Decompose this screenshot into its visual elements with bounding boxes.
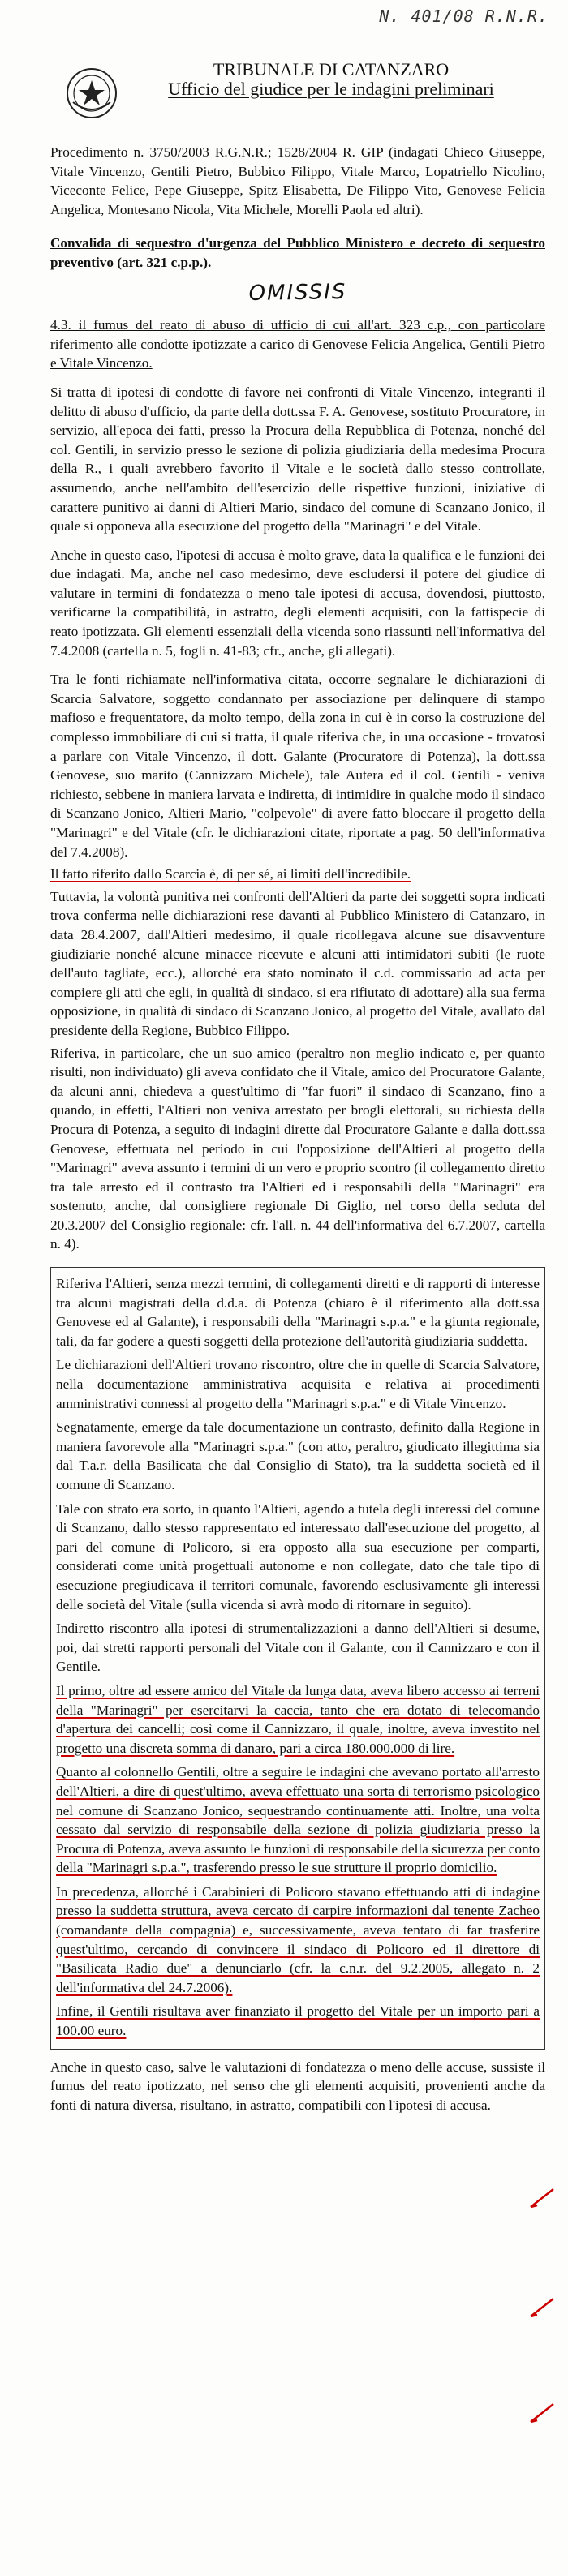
boxed-paragraph: Quanto al colonnello Gentili, oltre a seguire le indagini che avevano portato all'arresto dell'Altieri, a dire di quest'ultimo, aveva effettuato una sorta di terrorismo psicologico nel comune di Scanzano Jonico, sequestrando continuamente atti. Inoltre, una volta cessato dal servizio di responsabile della sezione di polizia giudiziaria presso la Procura di Potenza, aveva assunto le funzioni di responsabile della sicurezza per conto della "Marinagri s.p.a.", trasferendo presso le sue strutture il proprio domicilio. bbox=[56, 1764, 540, 1876]
boxed-paragraph: Il primo, oltre ad essere amico del Vitale da lunga data, aveva libero accesso ai terreni della "Marinagri" per esercitarvi la caccia, tanto che era dotato di telecomando d'apertura dei cancelli; così come il Cannizzaro, il quale, inoltre, aveva investito nel progetto una discreta somma di danaro, pari a circa 180.000.000 di lire. bbox=[56, 1682, 540, 1756]
court-header bbox=[153, 60, 510, 99]
boxed-paragraph: Indiretto riscontro alla ipotesi di strumentalizzazioni a danno dell'Altieri si desume, poi, dai stretti rapporti personali del Vitale con il Galante, con il Cannizzaro e con il Gentile. bbox=[56, 1621, 540, 1675]
paragraph: Tuttavia, la volontà punitiva nei confronti dell'Altieri da parte dei soggetti sopra indicati trova conferma nelle dichiarazioni rese davanti al Pubblico Ministero di Catanzaro, in data 28.4.2007, dall'Altieri medesimo, il quale ricollegava alcune sue disavventure giudiziarie nonché alcune minacce ricevute e alcuni atti intimidatori subiti (le ruote dell'auto tagliate, ecc.), allorché era stato nominato il c.d. commissario ad acta per compiere gli atti che egli, in qualità di sindaco, si era rifiutato di adottare) alla sua ferma opposizione, in qualità di sindaco di Scanzano Jonico, al progetto del Vitale, avallato dal presidente della Regione, Bubbico Filippo. bbox=[50, 888, 545, 1038]
document-body bbox=[50, 143, 545, 2124]
paragraph: Si tratta di ipotesi di condotte di favore nei confronti di Vitale Vincenzo, integranti il delitto di abuso d'ufficio, da parte della dott.ssa F. A. Genovese, sostituto Procuratore, in servizio, all'epoca dei fatti, presso la Procura della Repubblica di Potenza, nonché del col. Gentili, in servizio presso le sezione di polizia giudiziaria della medesima Procura della R., i quali avrebbero favorito il Vitale e le società dallo stesso controllate, assumendo, anche nell'ambito dell'esercizio delle rispettive funzioni, iniziative di carattere punitivo ai danni di Altieri Mario, sindaco del comune di Scanzano Jonico, il quale si opponeva alla esecuzione del progetto della "Marinagri" e del Vitale. bbox=[50, 384, 545, 535]
paragraph: Il fatto riferito dallo Scarcia è, di per sé, ai limiti dell'incredibile. bbox=[50, 866, 411, 882]
boxed-paragraph: Riferiva l'Altieri, senza mezzi termini, di collegamenti diretti e di rapporti di interesse tra alcuni magistrati della d.d.a. di Potenza (chiaro è il riferimento alla dott.ssa Genovese ed al Galante), i responsabili della "Marinagri s.p.a." e la giunta regionale, tali, da far godere a questi soggetti della protezione dell'autorità giudiziaria suddetta. bbox=[56, 1276, 540, 1349]
highlighted-box bbox=[50, 1267, 545, 2050]
red-check-mark-icon bbox=[529, 2295, 557, 2318]
boxed-paragraph: Segnatamente, emerge da tale documentazione un contrasto, definito dalla Regione in maniera favorevole alla "Marinagri s.p.a." (con atto, peraltro, giudicato illegittima sia dal T.a.r. della Basilicata che dal Consiglio di Stato), tra la suddetta società ed il comune di Scanzano. bbox=[56, 1419, 540, 1492]
paragraph: Tra le fonti richiamate nell'informativa citata, occorre segnalare le dichiarazioni di Scarcia Salvatore, soggetto condannato per associazione per delinquere di stampo mafioso e frequentatore, da molto tempo, della zona in cui è in corso la costruzione del complesso immobiliare di cui si tratta, il quale riferiva che, in una occasione - trovatosi a parlare con Vitale Vincenzo, il dott. Galante (Procuratore di Potenza), la dott.ssa Genovese, suo marito (Cannizzaro Michele), tale Autera ed il col. Gentili - veniva richiesto, sebbene in maniera larvata e indiretta, di intimidire in qualche modo il sindaco di Scanzano Jonico, Altieri Mario, "colpevole" di avere fatto bloccare il progetto della "Marinagri" e del Vitale (cfr. le dichiarazioni citate, riportate a pag. 50 dell'informativa del 7.4.2008). bbox=[50, 672, 545, 860]
section-title: 4.3. il fumus del reato di abuso di ufficio di cui all'art. 323 c.p., con particolare riferimento alle condotte ipotizzate a carico di Genovese Felicia Angelica, Gentili Pietro e Vitale Vincenzo. bbox=[50, 317, 545, 371]
boxed-paragraph: Le dichiarazioni dell'Altieri trovano riscontro, oltre che in quelle di Scarcia Salvatore, nella documentazione amministrativa acquisita e relativa ai procedimenti amministrativi connessi al progetto della "Marinagri s.p.a." e di Vitale Vincenzo. bbox=[56, 1357, 540, 1411]
convalida-heading: Convalida di sequestro d'urgenza del Pubblico Ministero e decreto di sequestro preventivo (art. 321 c.p.p.). bbox=[50, 235, 545, 270]
procedure-reference: Procedimento n. 3750/2003 R.G.N.R.; 1528/2004 R. GIP (indagati Chieco Giuseppe, Vitale Vincenzo, Gentili Pietro, Bubbico Filippo, Vitale Marco, Lopatriello Nicolino, Viceconte Felice, Pepe Giuseppe, Spitz Elisabetta, De Filippo Vito, Genovese Felicia Angelica, Montesano Nicola, Vita Michele, Morelli Paola ed altri). bbox=[50, 144, 545, 217]
paragraph: Anche in questo caso, l'ipotesi di accusa è molto grave, data la qualifica e le funzioni dei due indagati. Ma, anche nel caso medesimo, deve escludersi il potere del giudice di valutare in termini di fondatezza o meno tale ipotesi di accusa, dovendosi, piuttosto, verificarne la compatibilità, in astratto, degli elementi acquisiti, con la fattispecie di reato ipotizzata. Gli elementi essenziali della vicenda sono riassunti nell'informativa del 7.4.2008 (cartella n. 5, fogli n. 41-83; cfr., anche, gli allegati). bbox=[50, 547, 545, 659]
red-check-mark-icon bbox=[529, 2186, 557, 2209]
closing-paragraph: Anche in questo caso, salve le valutazioni di fondatezza o meno delle accuse, sussiste il fumus del reato ipotizzato, nel senso che gli elementi acquisiti, provenienti anche da fonti di natura diversa, risultano, in astratto, compatibili con l'ipotesi di accusa. bbox=[50, 2059, 545, 2113]
court-title: TRIBUNALE DI CATANZARO bbox=[213, 59, 450, 79]
margin-marks bbox=[529, 0, 562, 2576]
omissis-stamp: OMISSIS bbox=[248, 279, 347, 306]
court-office: Ufficio del giudice per le indagini preliminari bbox=[168, 79, 494, 99]
boxed-paragraph: Infine, il Gentili risultava aver finanziato il progetto del Vitale per un importo pari a 100.00 euro. bbox=[56, 2003, 540, 2039]
republic-seal-icon bbox=[65, 67, 118, 120]
red-check-mark-icon bbox=[529, 2401, 557, 2424]
boxed-paragraph: Tale con strato era sorto, in quanto l'Altieri, agendo a tutela degli interessi del comune di Scanzano, dallo stesso rappresentato ed interessato dall'esecuzione del progetto, al pari del comune di Policoro, si era opposto alla sua esecuzione per comparti, considerati come unità progettuali autonome e non collegate, dato che tale tipo di esecuzione pregiudicava il territori comunale, favorendo esclusivamente gli interessi delle società del Vitale (sulla vicenda si avrà modo di ritornare in seguito). bbox=[56, 1501, 540, 1612]
paragraph: Riferiva, in particolare, che un suo amico (peraltro non meglio indicato e, per quanto risulti, non individuato) gli aveva confidato che il Vitale, amico del Procuratore Galante, da alcuni anni, chiedeva a quest'ultimo di "far fuori" il sindaco di Scanzano, fino a quando, in effetti, l'Altieri non veniva arrestato per brogli elettorali, su richiesta della Procura di Potenza, a seguito di indagini dirette dal Procuratore Galante e dalla dott.ssa Genovese, effettuata nel periodo in cui l'opposizione dell'Altieri al progetto della "Marinagri" aveva assunto i termini di un vero e proprio scontro (il collegamento diretto tra tale arresto ed il contrasto tra l'Altieri ed i responsabili della "Marinagri" era sostenuto, anche, dal consigliere regionale Di Giglio, nel corso della seduta del 20.3.2007 del Consiglio regionale: cfr. l'all. n. 44 dell'informativa del 6.7.2007, cartella n. 4). bbox=[50, 1045, 545, 1252]
handwritten-reference: N. 401/08 R.N.R. bbox=[379, 6, 549, 26]
boxed-paragraph: In precedenza, allorché i Carabinieri di Policoro stavano effettuando atti di indagine presso la suddetta struttura, aveva cercato di carpire informazioni dal tenente Zacheo (comandante della compagnia) e, successivamente, aveva tentato di far trasferire quest'ultimo, cercando di convincere il sindaco di Policoro ed il direttore di "Basilicata Radio due" a denunciarlo (cfr. la c.n.r. del 9.2.2005, allegato n. 2 dell'informativa del 24.7.2006). bbox=[56, 1883, 540, 1995]
